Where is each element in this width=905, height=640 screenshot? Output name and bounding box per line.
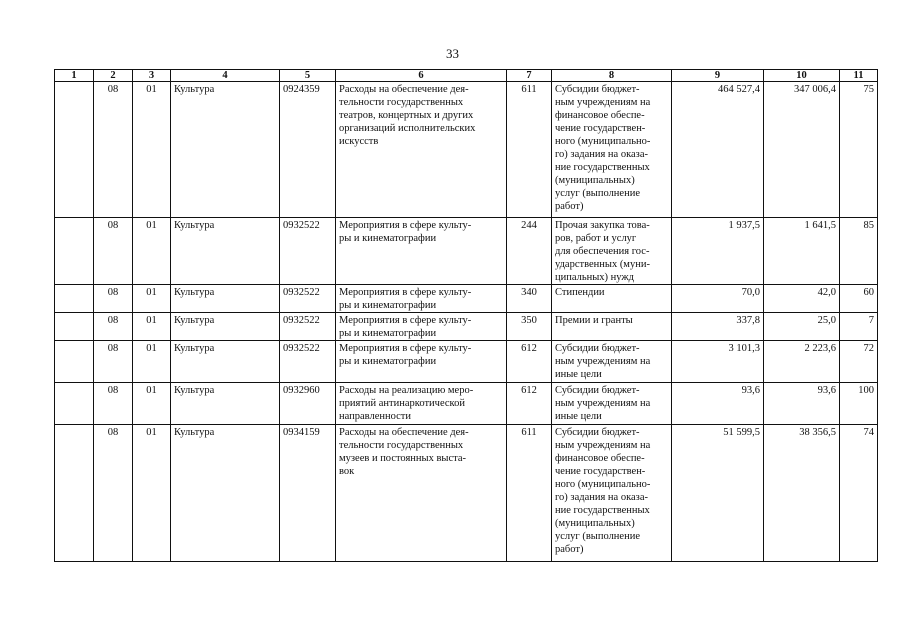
cell-subsection: 01: [133, 313, 171, 341]
cell-expense-description-line: ударственных (муни-: [555, 259, 650, 270]
cell-actual-amount: 42,0: [764, 285, 840, 313]
cell-name: Культура: [171, 383, 280, 425]
cell-description-line: театров, концертных и других: [339, 110, 474, 121]
cell-description-line: ры и кинематографии: [339, 356, 437, 367]
cell-expense-description-line: ным учреждениям на: [555, 440, 651, 451]
cell-name: Культура: [171, 285, 280, 313]
cell-name: Культура: [171, 341, 280, 383]
page-number: 33: [446, 46, 459, 61]
cell-actual-amount: 2 223,6: [764, 341, 840, 383]
table-row: [55, 285, 878, 313]
cell-expense-description-line: Субсидии бюджет-: [555, 343, 640, 354]
cell-description-line: Мероприятия в сфере культу-: [339, 315, 472, 326]
cell-expense-description-line: ного (муниципально-: [555, 479, 651, 490]
cell-expense-description-line: работ): [555, 201, 584, 212]
cell-code: 0934159: [280, 425, 336, 562]
cell-expense-description-line: Стипендии: [555, 287, 605, 298]
cell-planned-amount: 1 937,5: [672, 218, 764, 285]
cell-name: Культура: [171, 218, 280, 285]
cell-expense-description: [552, 285, 672, 313]
cell-description: [336, 341, 507, 383]
cell-description-line: тельности государственных: [339, 97, 464, 108]
table-row: [55, 425, 878, 562]
cell-actual-amount: 25,0: [764, 313, 840, 341]
cell-description-line: Мероприятия в сфере культу-: [339, 343, 472, 354]
cell-description-line: вок: [339, 466, 355, 477]
cell-percent: 72: [840, 341, 878, 383]
cell-expense-description-line: Премии и гранты: [555, 315, 633, 326]
cell-description-line: Мероприятия в сфере культу-: [339, 220, 472, 231]
cell-section: 08: [94, 383, 133, 425]
cell-expense-type: 244: [507, 218, 552, 285]
cell-expense-type: 611: [507, 82, 552, 218]
column-header-6: 6: [336, 70, 507, 82]
cell-expense-description: [552, 313, 672, 341]
cell-expense-description-line: ным учреждениям на: [555, 356, 651, 367]
cell-percent: 74: [840, 425, 878, 562]
table-body: [55, 82, 878, 562]
cell-subsection: 01: [133, 383, 171, 425]
cell-expense-description: [552, 341, 672, 383]
cell-planned-amount: 3 101,3: [672, 341, 764, 383]
cell-code: 0932522: [280, 218, 336, 285]
cell-expense-description-line: финансовое обеспе-: [555, 110, 645, 121]
column-header-5: 5: [280, 70, 336, 82]
cell-actual-amount: 38 356,5: [764, 425, 840, 562]
cell-percent: 85: [840, 218, 878, 285]
cell-description-line: Расходы на обеспечение дея-: [339, 427, 469, 438]
cell-expense-description: [552, 383, 672, 425]
cell-subsection: 01: [133, 425, 171, 562]
cell-expense-description-line: чение государствен-: [555, 466, 646, 477]
cell-expense-description-line: Субсидии бюджет-: [555, 84, 640, 95]
cell-percent: 7: [840, 313, 878, 341]
cell-percent: 60: [840, 285, 878, 313]
column-header-3: 3: [133, 70, 171, 82]
cell-expense-description-line: ние государственных: [555, 162, 650, 173]
cell-expense-description-line: чение государствен-: [555, 123, 646, 134]
cell-percent: 100: [840, 383, 878, 425]
cell-description-line: ры и кинематографии: [339, 233, 437, 244]
cell-expense-description-line: ным учреждениям на: [555, 398, 651, 409]
cell-planned-amount: 51 599,5: [672, 425, 764, 562]
cell-expense-description-line: го) задания на оказа-: [555, 492, 648, 503]
cell-percent: 75: [840, 82, 878, 218]
column-header-1: 1: [55, 70, 94, 82]
cell-code: 0932522: [280, 285, 336, 313]
column-header-7: 7: [507, 70, 552, 82]
cell-expense-description-line: работ): [555, 544, 584, 555]
budget-table: [54, 69, 878, 562]
cell-expense-description: [552, 218, 672, 285]
cell-expense-type: 612: [507, 383, 552, 425]
cell-actual-amount: 347 006,4: [764, 82, 840, 218]
cell-subsection: 01: [133, 82, 171, 218]
cell-expense-description: [552, 82, 672, 218]
cell-expense-description: [552, 425, 672, 562]
cell-col1: [55, 341, 94, 383]
cell-description: [336, 82, 507, 218]
cell-code: 0932522: [280, 341, 336, 383]
cell-expense-description-line: услуг (выполнение: [555, 188, 640, 199]
column-header-9: 9: [672, 70, 764, 82]
cell-description-line: Мероприятия в сфере культу-: [339, 287, 472, 298]
cell-subsection: 01: [133, 341, 171, 383]
cell-description-line: Расходы на реализацию меро-: [339, 385, 474, 396]
column-header-2: 2: [94, 70, 133, 82]
cell-actual-amount: 93,6: [764, 383, 840, 425]
cell-description-line: приятий антинаркотической: [339, 398, 465, 409]
cell-expense-type: 611: [507, 425, 552, 562]
cell-description: [336, 425, 507, 562]
cell-name: Культура: [171, 313, 280, 341]
cell-description: [336, 285, 507, 313]
cell-description-line: Расходы на обеспечение дея-: [339, 84, 469, 95]
cell-description-line: ры и кинематографии: [339, 300, 437, 311]
cell-expense-description-line: финансовое обеспе-: [555, 453, 645, 464]
cell-description-line: тельности государственных: [339, 440, 464, 451]
cell-description-line: искусств: [339, 136, 379, 147]
cell-section: 08: [94, 425, 133, 562]
cell-expense-description-line: ным учреждениям на: [555, 97, 651, 108]
cell-expense-description-line: Субсидии бюджет-: [555, 427, 640, 438]
cell-subsection: 01: [133, 285, 171, 313]
cell-expense-description-line: для обеспечения гос-: [555, 246, 650, 257]
cell-subsection: 01: [133, 218, 171, 285]
header-row: [55, 70, 878, 82]
cell-planned-amount: 337,8: [672, 313, 764, 341]
cell-expense-description-line: Прочая закупка това-: [555, 220, 650, 231]
cell-section: 08: [94, 218, 133, 285]
table-row: [55, 383, 878, 425]
cell-expense-description-line: ров, работ и услуг: [555, 233, 637, 244]
cell-code: 0924359: [280, 82, 336, 218]
table-row: [55, 82, 878, 218]
cell-expense-type: 340: [507, 285, 552, 313]
cell-col1: [55, 313, 94, 341]
column-header-8: 8: [552, 70, 672, 82]
cell-description: [336, 383, 507, 425]
cell-code: 0932960: [280, 383, 336, 425]
cell-expense-description-line: (муниципальных): [555, 175, 635, 186]
cell-description: [336, 313, 507, 341]
cell-planned-amount: 70,0: [672, 285, 764, 313]
cell-expense-description-line: иные цели: [555, 369, 602, 380]
column-header-11: 11: [840, 70, 878, 82]
table-row: [55, 341, 878, 383]
cell-col1: [55, 82, 94, 218]
cell-planned-amount: 464 527,4: [672, 82, 764, 218]
cell-col1: [55, 425, 94, 562]
table-row: [55, 313, 878, 341]
cell-actual-amount: 1 641,5: [764, 218, 840, 285]
cell-code: 0932522: [280, 313, 336, 341]
cell-expense-description-line: ние государственных: [555, 505, 650, 516]
cell-expense-type: 350: [507, 313, 552, 341]
table-row: [55, 218, 878, 285]
cell-section: 08: [94, 285, 133, 313]
cell-expense-description-line: услуг (выполнение: [555, 531, 640, 542]
cell-expense-description-line: Субсидии бюджет-: [555, 385, 640, 396]
cell-description-line: направленности: [339, 411, 412, 422]
cell-col1: [55, 383, 94, 425]
cell-description-line: музеев и постоянных выста-: [339, 453, 467, 464]
cell-description-line: организаций исполнительских: [339, 123, 476, 134]
cell-description: [336, 218, 507, 285]
cell-expense-description-line: ципальных) нужд: [555, 272, 635, 283]
cell-name: Культура: [171, 82, 280, 218]
cell-expense-description-line: ного (муниципально-: [555, 136, 651, 147]
cell-planned-amount: 93,6: [672, 383, 764, 425]
cell-expense-description-line: (муниципальных): [555, 518, 635, 529]
cell-expense-type: 612: [507, 341, 552, 383]
cell-name: Культура: [171, 425, 280, 562]
cell-description-line: ры и кинематографии: [339, 328, 437, 339]
column-header-10: 10: [764, 70, 840, 82]
cell-section: 08: [94, 82, 133, 218]
cell-section: 08: [94, 313, 133, 341]
cell-expense-description-line: иные цели: [555, 411, 602, 422]
cell-col1: [55, 285, 94, 313]
cell-col1: [55, 218, 94, 285]
cell-expense-description-line: го) задания на оказа-: [555, 149, 648, 160]
cell-section: 08: [94, 341, 133, 383]
column-header-4: 4: [171, 70, 280, 82]
